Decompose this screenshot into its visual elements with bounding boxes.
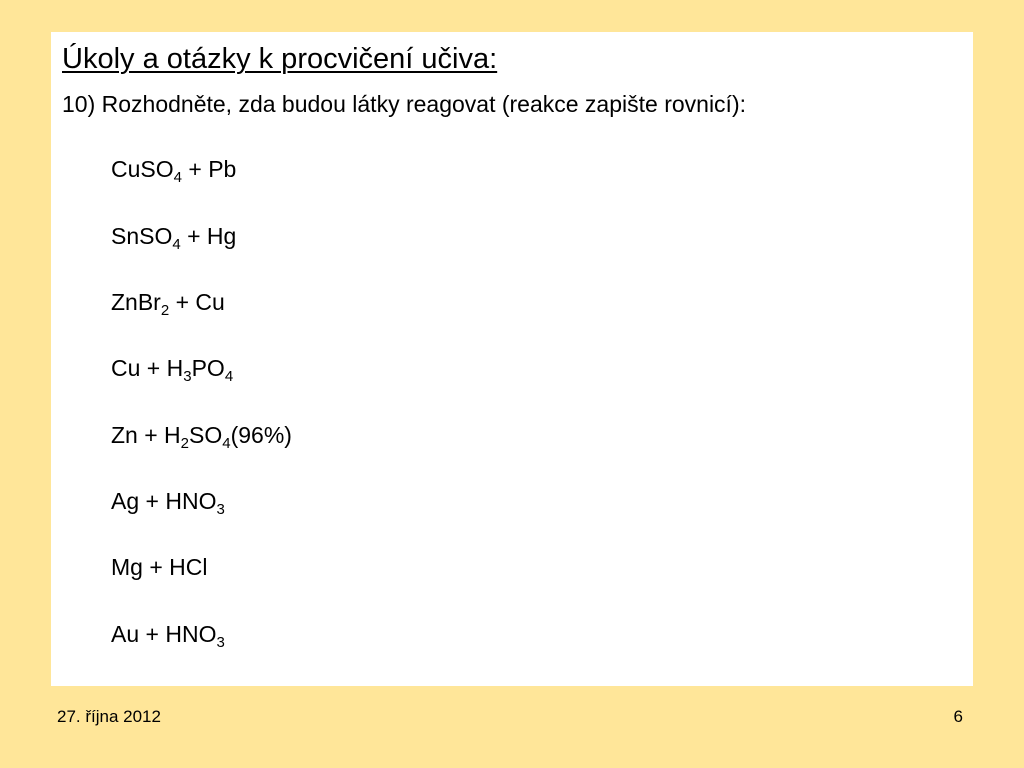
equation-line (111, 487, 225, 518)
footer-date: 27. října 2012 (57, 707, 161, 726)
task-instruction: 10) Rozhodněte, zda budou látky reagovat (reakce zapište rovnicí): (62, 91, 746, 117)
formula-text: PO (191, 355, 225, 381)
formula-subscript: 2 (180, 435, 190, 452)
formula-text: CuSO (111, 156, 174, 182)
formula-text: (96%) (230, 422, 292, 448)
formula-text: Cu + H (111, 355, 184, 381)
formula-text: SnSO (111, 223, 173, 249)
formula-subscript: 4 (224, 368, 234, 385)
formula-subscript: 4 (173, 169, 182, 186)
equation-line (111, 354, 234, 385)
formula-subscript: 2 (160, 302, 170, 319)
slide-number: 6 (953, 707, 963, 726)
formula-subscript: 4 (222, 435, 231, 452)
equation-line (111, 553, 208, 581)
formula-subscript: 3 (183, 368, 192, 385)
equation-line (111, 288, 225, 319)
formula-subscript: 4 (172, 236, 181, 253)
slide-title: Úkoly a otázky k procvičení učiva: (62, 43, 498, 75)
slide-content-box (51, 32, 973, 686)
formula-text: Ag + HNO (111, 488, 217, 514)
formula-subscript: 3 (216, 501, 225, 518)
equation-line (111, 222, 237, 253)
formula-text: ZnBr (111, 289, 161, 315)
formula-subscript: 3 (216, 634, 225, 651)
equation-line (111, 620, 225, 651)
formula-text: + Hg (180, 223, 237, 249)
formula-text: Mg + HCl (111, 554, 208, 580)
formula-text: SO (189, 422, 223, 448)
equation-line (111, 421, 292, 452)
formula-text: Au + HNO (111, 621, 217, 647)
formula-text: + Cu (169, 289, 225, 315)
equation-line (111, 155, 237, 186)
formula-text: Zn + H (111, 422, 181, 448)
formula-text: + Pb (181, 156, 237, 182)
